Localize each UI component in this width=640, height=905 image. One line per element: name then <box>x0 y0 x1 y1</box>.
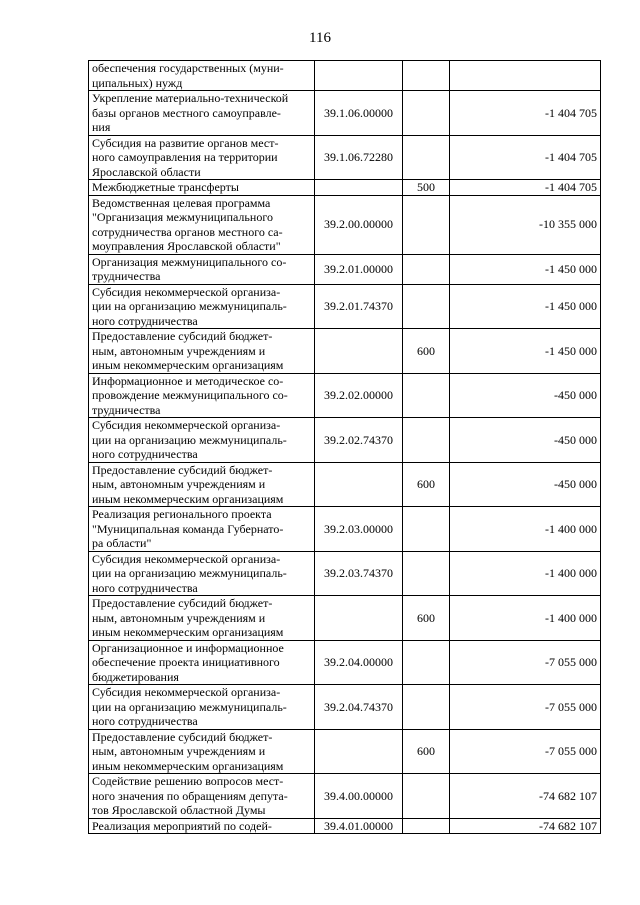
row-name-line: ного сотрудничества <box>92 714 198 728</box>
row-amount-cell <box>450 61 601 91</box>
row-name-cell <box>89 91 315 136</box>
row-name-line: Реализация регионального проекта <box>92 507 272 521</box>
row-name-line: Ведомственная целевая программа <box>92 195 271 210</box>
row-name-line: ции на организацию межмуниципаль- <box>92 699 287 714</box>
row-name-line: ным, автономным учреждениям и <box>92 477 266 491</box>
row-type-cell <box>403 640 450 685</box>
row-name-line: ного значения по обращениям депута- <box>92 788 288 803</box>
row-amount-cell: -1 400 000 <box>450 596 601 641</box>
row-name-line: ции на организацию межмуниципаль- <box>92 432 287 447</box>
row-type-cell <box>403 418 450 463</box>
row-name-line: бюджетирования <box>92 669 179 684</box>
row-name-line: ния <box>92 120 111 134</box>
row-amount-cell: -74 682 107 <box>450 774 601 819</box>
row-name-line: провождение межмуниципального со- <box>92 388 288 402</box>
row-amount-cell: -1 400 000 <box>450 551 601 596</box>
row-code-cell <box>315 329 403 374</box>
row-name-cell <box>89 774 315 819</box>
row-amount-cell: -1 404 705 <box>450 91 601 136</box>
row-name-line: иным некоммерческим организациям <box>92 358 284 372</box>
table-row <box>89 551 601 596</box>
row-code-cell: 39.1.06.72280 <box>315 135 403 180</box>
row-name-line: Предоставление субсидий бюджет- <box>92 462 273 477</box>
table-row <box>89 195 601 254</box>
row-name-line: трудничества <box>92 402 161 417</box>
row-name-line: ного самоуправления на территории <box>92 150 278 164</box>
table-row <box>89 329 601 374</box>
table-row <box>89 373 601 418</box>
table-row <box>89 284 601 329</box>
row-code-cell: 39.2.03.74370 <box>315 551 403 596</box>
row-name-cell <box>89 373 315 418</box>
row-type-cell <box>403 818 450 834</box>
row-name-line: иным некоммерческим организациям <box>92 491 284 506</box>
page-number: 116 <box>309 30 331 46</box>
row-name-cell <box>89 729 315 774</box>
row-name-cell <box>89 551 315 596</box>
row-code-cell: 39.2.01.00000 <box>315 254 403 284</box>
row-name-line: тов Ярославской областной Думы <box>92 803 266 817</box>
row-name-line: "Муниципальная команда Губернато- <box>92 521 284 536</box>
row-name-cell <box>89 685 315 730</box>
row-name-cell <box>89 61 315 91</box>
row-name-line: Субсидия некоммерческой организа- <box>92 284 281 299</box>
table-row <box>89 818 601 834</box>
row-code-cell: 39.2.03.00000 <box>315 507 403 552</box>
row-code-cell: 39.2.04.00000 <box>315 640 403 685</box>
row-type-cell <box>403 507 450 552</box>
row-code-cell <box>315 462 403 507</box>
row-code-cell: 39.4.00.00000 <box>315 774 403 819</box>
row-name-line: иным некоммерческим организациям <box>92 625 284 639</box>
row-name-line: Реализация мероприятий по содей- <box>92 818 272 833</box>
row-type-cell: 600 <box>403 596 450 641</box>
row-name-cell <box>89 418 315 463</box>
row-name-line: Предоставление субсидий бюджет- <box>92 596 273 610</box>
row-name-line: Субсидия некоммерческой организа- <box>92 551 281 566</box>
row-type-cell <box>403 284 450 329</box>
row-name-line: Содействие решению вопросов мест- <box>92 774 284 788</box>
row-name-line: иным некоммерческим организациям <box>92 758 284 773</box>
row-name-line: Организационное и информационное <box>92 640 284 655</box>
row-amount-cell: -7 055 000 <box>450 640 601 685</box>
table-row <box>89 418 601 463</box>
row-name-line: моуправления Ярославской области" <box>92 239 281 253</box>
row-type-cell <box>403 373 450 418</box>
row-name-line: обеспечения государственных (муни- <box>92 61 284 75</box>
row-amount-cell: -450 000 <box>450 418 601 463</box>
row-name-line: "Организация межмуниципального <box>92 210 273 224</box>
table-row <box>89 61 601 91</box>
row-type-cell <box>403 61 450 91</box>
row-amount-cell: -1 450 000 <box>450 254 601 284</box>
row-name-line: Предоставление субсидий бюджет- <box>92 729 273 744</box>
row-amount-cell: -1 450 000 <box>450 284 601 329</box>
row-code-cell: 39.4.01.00000 <box>315 818 403 834</box>
budget-table <box>88 60 601 834</box>
row-amount-cell: -7 055 000 <box>450 729 601 774</box>
row-code-cell <box>315 180 403 196</box>
row-name-line: Укрепление материально-технической <box>92 91 289 105</box>
row-type-cell <box>403 774 450 819</box>
row-name-line: Субсидия на развитие органов мест- <box>92 135 279 150</box>
row-code-cell: 39.2.01.74370 <box>315 284 403 329</box>
table-row <box>89 254 601 284</box>
table-row <box>89 596 601 641</box>
row-type-cell <box>403 254 450 284</box>
row-amount-cell: -450 000 <box>450 373 601 418</box>
row-name-line: ципальных) нужд <box>92 75 183 90</box>
row-name-line: ного сотрудничества <box>92 313 198 328</box>
row-amount-cell: -1 400 000 <box>450 507 601 552</box>
row-name-cell <box>89 180 315 196</box>
row-name-line: Межбюджетные трансферты <box>92 180 239 194</box>
table-row <box>89 180 601 196</box>
row-type-cell: 500 <box>403 180 450 196</box>
row-name-line: ра области" <box>92 536 152 550</box>
row-type-cell <box>403 195 450 254</box>
row-amount-cell: -1 404 705 <box>450 135 601 180</box>
row-name-cell <box>89 195 315 254</box>
row-amount-cell: -1 404 705 <box>450 180 601 196</box>
row-name-line: ного сотрудничества <box>92 580 198 595</box>
row-name-line: трудничества <box>92 269 161 283</box>
row-type-cell <box>403 685 450 730</box>
row-type-cell: 600 <box>403 329 450 374</box>
row-name-line: ного сотрудничества <box>92 447 198 461</box>
row-amount-cell: -7 055 000 <box>450 685 601 730</box>
row-amount-cell: -1 450 000 <box>450 329 601 374</box>
row-name-line: сотрудничества органов местного са- <box>92 224 283 239</box>
row-code-cell: 39.2.02.74370 <box>315 418 403 463</box>
row-name-line: базы органов местного самоуправле- <box>92 105 281 120</box>
row-name-line: ным, автономным учреждениям и <box>92 343 266 358</box>
table-row <box>89 685 601 730</box>
budget-table-body <box>89 61 601 834</box>
row-name-cell <box>89 135 315 180</box>
row-code-cell <box>315 61 403 91</box>
row-type-cell <box>403 551 450 596</box>
row-type-cell: 600 <box>403 462 450 507</box>
row-name-cell <box>89 640 315 685</box>
row-name-line: Субсидия некоммерческой организа- <box>92 685 281 699</box>
row-name-line: Субсидия некоммерческой организа- <box>92 418 281 432</box>
row-name-line: ным, автономным учреждениям и <box>92 744 266 758</box>
row-type-cell <box>403 91 450 136</box>
row-amount-cell: -10 355 000 <box>450 195 601 254</box>
row-name-line: Информационное и методическое со- <box>92 373 284 388</box>
table-row <box>89 640 601 685</box>
row-name-line: ции на организацию межмуниципаль- <box>92 299 287 313</box>
row-name-cell <box>89 284 315 329</box>
row-amount-cell: -74 682 107 <box>450 818 601 834</box>
row-code-cell: 39.2.04.74370 <box>315 685 403 730</box>
table-row <box>89 135 601 180</box>
row-name-cell <box>89 596 315 641</box>
row-name-line: Ярославской области <box>92 164 201 179</box>
row-code-cell <box>315 729 403 774</box>
table-row <box>89 774 601 819</box>
row-code-cell: 39.1.06.00000 <box>315 91 403 136</box>
row-name-cell <box>89 818 315 834</box>
table-row <box>89 462 601 507</box>
row-amount-cell: -450 000 <box>450 462 601 507</box>
table-row <box>89 729 601 774</box>
row-code-cell: 39.2.02.00000 <box>315 373 403 418</box>
table-row <box>89 91 601 136</box>
row-name-line: Предоставление субсидий бюджет- <box>92 329 273 343</box>
row-type-cell: 600 <box>403 729 450 774</box>
row-type-cell <box>403 135 450 180</box>
row-name-line: обеспечение проекта инициативного <box>92 655 280 669</box>
row-name-cell <box>89 462 315 507</box>
row-name-line: ным, автономным учреждениям и <box>92 610 266 625</box>
row-code-cell: 39.2.00.00000 <box>315 195 403 254</box>
row-code-cell <box>315 596 403 641</box>
table-row <box>89 507 601 552</box>
row-name-line: Организация межмуниципального со- <box>92 254 287 269</box>
row-name-cell <box>89 329 315 374</box>
row-name-line: ции на организацию межмуниципаль- <box>92 566 287 580</box>
row-name-cell <box>89 507 315 552</box>
row-name-cell <box>89 254 315 284</box>
